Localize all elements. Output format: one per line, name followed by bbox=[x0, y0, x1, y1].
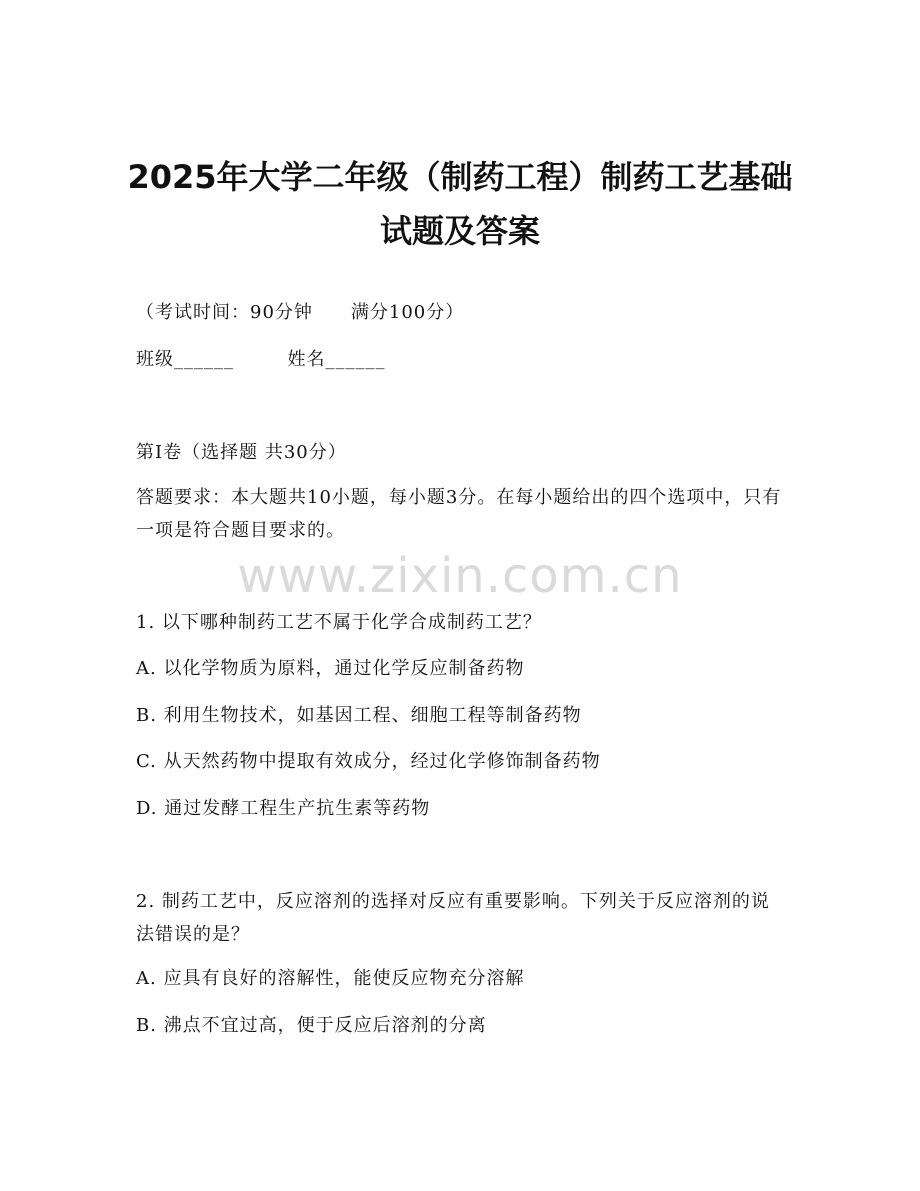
student-info-row bbox=[136, 346, 385, 374]
watermark: www.zixin.com.cn bbox=[237, 548, 683, 604]
exam-info: （考试时间：90分钟 满分100分） bbox=[136, 302, 465, 323]
document-title: 2025年大学二年级（制药工程）制药工艺基础试题及答案 bbox=[127, 158, 793, 250]
question-1-stem: 1. 以下哪种制药工艺不属于化学合成制药工艺？ bbox=[136, 612, 542, 633]
question-2-option-b: B. 沸点不宜过高，便于反应后溶剂的分离 bbox=[136, 1015, 487, 1036]
question-1-option-c: C. 从天然药物中提取有效成分，经过化学修饰制备药物 bbox=[136, 751, 601, 772]
question-1-option-d: D. 通过发酵工程生产抗生素等药物 bbox=[136, 798, 431, 819]
question-1-option-b: B. 利用生物技术，如基因工程、细胞工程等制备药物 bbox=[136, 705, 582, 726]
question-1-option-a: A. 以化学物质为原料，通过化学反应制备药物 bbox=[136, 658, 525, 679]
class-field-label: 班级______ bbox=[136, 349, 234, 370]
instructions: 答题要求：本大题共10小题，每小题3分。在每小题给出的四个选项中，只有一项是符合题目要求的。 bbox=[136, 487, 782, 541]
question-2-stem: 2. 制药工艺中，反应溶剂的选择对反应有重要影响。下列关于反应溶剂的说法错误的是？ bbox=[136, 891, 770, 945]
section-heading: 第I卷（选择题 共30分） bbox=[136, 442, 347, 463]
question-2-option-a: A. 应具有良好的溶解性，能使反应物充分溶解 bbox=[136, 968, 525, 989]
name-field-label: 姓名______ bbox=[287, 349, 386, 370]
